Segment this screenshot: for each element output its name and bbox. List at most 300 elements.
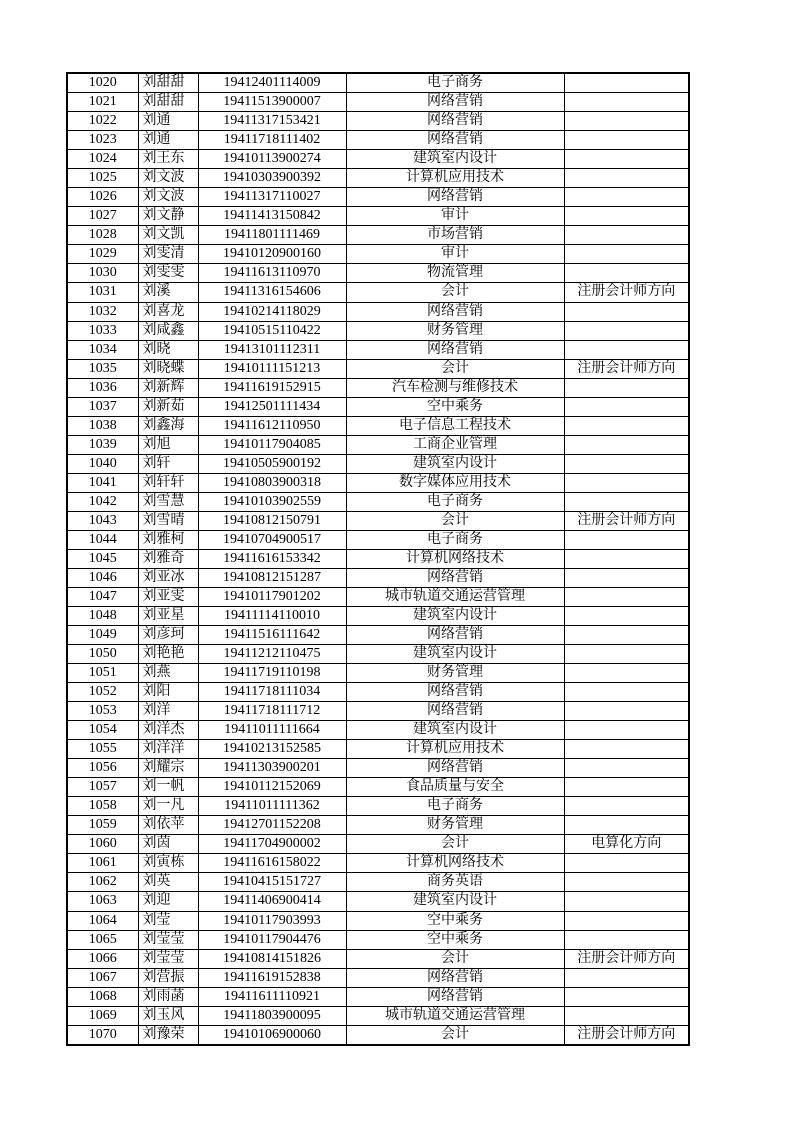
table-row xyxy=(67,169,689,188)
note-cell xyxy=(564,492,689,511)
name-cell: 刘通 xyxy=(138,112,198,131)
name-cell: 刘莹 xyxy=(138,911,198,930)
name-cell: 刘新辉 xyxy=(138,378,198,397)
note-cell xyxy=(564,854,689,873)
table-row xyxy=(67,626,689,645)
student-id-cell: 19410812151287 xyxy=(198,568,346,587)
student-id-cell: 19411513900007 xyxy=(198,93,346,112)
table-row xyxy=(67,607,689,626)
student-id-cell: 19410117904476 xyxy=(198,930,346,949)
serial-cell: 1056 xyxy=(67,759,138,778)
serial-cell: 1065 xyxy=(67,930,138,949)
serial-cell: 1047 xyxy=(67,587,138,606)
name-cell: 刘甜甜 xyxy=(138,93,198,112)
table-row xyxy=(67,816,689,835)
serial-cell: 1034 xyxy=(67,340,138,359)
note-cell xyxy=(564,911,689,930)
major-cell: 网络营销 xyxy=(346,987,564,1006)
serial-cell: 1069 xyxy=(67,1006,138,1025)
name-cell: 刘晓蝶 xyxy=(138,359,198,378)
student-id-cell: 19411719110198 xyxy=(198,664,346,683)
table-row xyxy=(67,987,689,1006)
student-id-cell: 19412701152208 xyxy=(198,816,346,835)
name-cell: 刘文静 xyxy=(138,207,198,226)
note-cell xyxy=(564,797,689,816)
name-cell: 刘雅柯 xyxy=(138,530,198,549)
name-cell: 刘洋 xyxy=(138,702,198,721)
serial-cell: 1042 xyxy=(67,492,138,511)
serial-cell: 1055 xyxy=(67,740,138,759)
note-cell xyxy=(564,207,689,226)
major-cell: 城市轨道交通运营管理 xyxy=(346,587,564,606)
serial-cell: 1025 xyxy=(67,169,138,188)
major-cell: 财务管理 xyxy=(346,664,564,683)
name-cell: 刘文凯 xyxy=(138,226,198,245)
table-row xyxy=(67,892,689,911)
table-row xyxy=(67,664,689,683)
student-id-cell: 19411616158022 xyxy=(198,854,346,873)
table-row xyxy=(67,568,689,587)
name-cell: 刘一帆 xyxy=(138,778,198,797)
note-cell xyxy=(564,759,689,778)
name-cell: 刘雅奇 xyxy=(138,549,198,568)
serial-cell: 1032 xyxy=(67,302,138,321)
student-id-cell: 19410214118029 xyxy=(198,302,346,321)
serial-cell: 1067 xyxy=(67,968,138,987)
table-row xyxy=(67,378,689,397)
major-cell: 会计 xyxy=(346,1025,564,1045)
serial-cell: 1066 xyxy=(67,949,138,968)
serial-cell: 1070 xyxy=(67,1025,138,1045)
serial-cell: 1038 xyxy=(67,416,138,435)
major-cell: 建筑室内设计 xyxy=(346,454,564,473)
note-cell xyxy=(564,816,689,835)
major-cell: 商务英语 xyxy=(346,873,564,892)
serial-cell: 1058 xyxy=(67,797,138,816)
student-id-cell: 19411516111642 xyxy=(198,626,346,645)
note-cell xyxy=(564,645,689,664)
table-row xyxy=(67,949,689,968)
serial-cell: 1024 xyxy=(67,150,138,169)
major-cell: 电子信息工程技术 xyxy=(346,416,564,435)
note-cell xyxy=(564,473,689,492)
major-cell: 网络营销 xyxy=(346,188,564,207)
major-cell: 电子商务 xyxy=(346,492,564,511)
table-row xyxy=(67,721,689,740)
serial-cell: 1023 xyxy=(67,131,138,150)
student-id-cell: 19410112152069 xyxy=(198,778,346,797)
name-cell: 刘轩 xyxy=(138,454,198,473)
name-cell: 刘莹莹 xyxy=(138,949,198,968)
major-cell: 网络营销 xyxy=(346,302,564,321)
table-row xyxy=(67,150,689,169)
table-row xyxy=(67,835,689,854)
name-cell: 刘洋洋 xyxy=(138,740,198,759)
student-table-body xyxy=(67,73,689,1045)
major-cell: 网络营销 xyxy=(346,968,564,987)
name-cell: 刘一凡 xyxy=(138,797,198,816)
note-cell xyxy=(564,112,689,131)
student-id-cell: 19411612110950 xyxy=(198,416,346,435)
table-row xyxy=(67,1006,689,1025)
serial-cell: 1059 xyxy=(67,816,138,835)
student-id-cell: 19411718111034 xyxy=(198,683,346,702)
serial-cell: 1057 xyxy=(67,778,138,797)
note-cell: 注册会计师方向 xyxy=(564,1025,689,1045)
student-id-cell: 19410103902559 xyxy=(198,492,346,511)
table-row xyxy=(67,740,689,759)
note-cell xyxy=(564,721,689,740)
name-cell: 刘豫荣 xyxy=(138,1025,198,1045)
note-cell xyxy=(564,530,689,549)
table-row xyxy=(67,968,689,987)
name-cell: 刘亚雯 xyxy=(138,587,198,606)
student-id-cell: 19411803900095 xyxy=(198,1006,346,1025)
student-id-cell: 19411801111469 xyxy=(198,226,346,245)
name-cell: 刘洋杰 xyxy=(138,721,198,740)
note-cell xyxy=(564,987,689,1006)
student-id-cell: 19411413150842 xyxy=(198,207,346,226)
serial-cell: 1029 xyxy=(67,245,138,264)
table-row xyxy=(67,226,689,245)
name-cell: 刘彦珂 xyxy=(138,626,198,645)
name-cell: 刘营振 xyxy=(138,968,198,987)
table-row xyxy=(67,759,689,778)
major-cell: 网络营销 xyxy=(346,683,564,702)
serial-cell: 1053 xyxy=(67,702,138,721)
note-cell xyxy=(564,416,689,435)
serial-cell: 1026 xyxy=(67,188,138,207)
major-cell: 网络营销 xyxy=(346,702,564,721)
serial-cell: 1020 xyxy=(67,73,138,93)
name-cell: 刘英 xyxy=(138,873,198,892)
student-id-cell: 19410120900160 xyxy=(198,245,346,264)
name-cell: 刘寅栋 xyxy=(138,854,198,873)
major-cell: 城市轨道交通运营管理 xyxy=(346,1006,564,1025)
serial-cell: 1028 xyxy=(67,226,138,245)
student-id-cell: 19411011111362 xyxy=(198,797,346,816)
serial-cell: 1021 xyxy=(67,93,138,112)
name-cell: 刘轩轩 xyxy=(138,473,198,492)
major-cell: 计算机应用技术 xyxy=(346,740,564,759)
serial-cell: 1044 xyxy=(67,530,138,549)
table-row xyxy=(67,283,689,302)
major-cell: 审计 xyxy=(346,207,564,226)
student-id-cell: 19411704900002 xyxy=(198,835,346,854)
table-row xyxy=(67,397,689,416)
table-row xyxy=(67,340,689,359)
name-cell: 刘新茹 xyxy=(138,397,198,416)
serial-cell: 1043 xyxy=(67,511,138,530)
name-cell: 刘雯清 xyxy=(138,245,198,264)
name-cell: 刘玉风 xyxy=(138,1006,198,1025)
name-cell: 刘迎 xyxy=(138,892,198,911)
table-row xyxy=(67,511,689,530)
major-cell: 网络营销 xyxy=(346,93,564,112)
note-cell: 注册会计师方向 xyxy=(564,949,689,968)
student-id-cell: 19410814151826 xyxy=(198,949,346,968)
note-cell xyxy=(564,968,689,987)
student-roster-table xyxy=(66,72,690,1046)
table-row xyxy=(67,549,689,568)
table-row xyxy=(67,778,689,797)
serial-cell: 1048 xyxy=(67,607,138,626)
major-cell: 网络营销 xyxy=(346,568,564,587)
name-cell: 刘甜甜 xyxy=(138,73,198,93)
name-cell: 刘燕 xyxy=(138,664,198,683)
note-cell xyxy=(564,435,689,454)
student-id-cell: 19411212110475 xyxy=(198,645,346,664)
name-cell: 刘咸鑫 xyxy=(138,321,198,340)
serial-cell: 1064 xyxy=(67,911,138,930)
note-cell: 注册会计师方向 xyxy=(564,511,689,530)
note-cell xyxy=(564,1006,689,1025)
name-cell: 刘亚星 xyxy=(138,607,198,626)
note-cell xyxy=(564,245,689,264)
major-cell: 建筑室内设计 xyxy=(346,607,564,626)
name-cell: 刘雪晴 xyxy=(138,511,198,530)
name-cell: 刘雨菡 xyxy=(138,987,198,1006)
note-cell xyxy=(564,302,689,321)
major-cell: 建筑室内设计 xyxy=(346,721,564,740)
serial-cell: 1062 xyxy=(67,873,138,892)
note-cell xyxy=(564,607,689,626)
note-cell xyxy=(564,169,689,188)
note-cell xyxy=(564,549,689,568)
serial-cell: 1027 xyxy=(67,207,138,226)
table-row xyxy=(67,73,689,93)
student-id-cell: 19411406900414 xyxy=(198,892,346,911)
table-row xyxy=(67,112,689,131)
table-row xyxy=(67,930,689,949)
student-id-cell: 19410213152585 xyxy=(198,740,346,759)
student-id-cell: 19410803900318 xyxy=(198,473,346,492)
major-cell: 电子商务 xyxy=(346,530,564,549)
note-cell: 注册会计师方向 xyxy=(564,283,689,302)
serial-cell: 1052 xyxy=(67,683,138,702)
table-row xyxy=(67,530,689,549)
serial-cell: 1049 xyxy=(67,626,138,645)
table-row xyxy=(67,1025,689,1045)
name-cell: 刘喜龙 xyxy=(138,302,198,321)
student-id-cell: 19411611110921 xyxy=(198,987,346,1006)
table-row xyxy=(67,93,689,112)
table-row xyxy=(67,492,689,511)
student-id-cell: 19410117903993 xyxy=(198,911,346,930)
student-id-cell: 19411616153342 xyxy=(198,549,346,568)
student-id-cell: 19410117901202 xyxy=(198,587,346,606)
note-cell: 电算化方向 xyxy=(564,835,689,854)
table-row xyxy=(67,911,689,930)
serial-cell: 1036 xyxy=(67,378,138,397)
note-cell xyxy=(564,664,689,683)
serial-cell: 1060 xyxy=(67,835,138,854)
student-id-cell: 19411718111402 xyxy=(198,131,346,150)
major-cell: 数字媒体应用技术 xyxy=(346,473,564,492)
note-cell xyxy=(564,264,689,283)
table-row xyxy=(67,435,689,454)
note-cell xyxy=(564,873,689,892)
name-cell: 刘莹莹 xyxy=(138,930,198,949)
major-cell: 财务管理 xyxy=(346,321,564,340)
major-cell: 建筑室内设计 xyxy=(346,645,564,664)
table-row xyxy=(67,416,689,435)
major-cell: 工商企业管理 xyxy=(346,435,564,454)
major-cell: 计算机应用技术 xyxy=(346,169,564,188)
table-row xyxy=(67,587,689,606)
table-row xyxy=(67,188,689,207)
note-cell xyxy=(564,568,689,587)
note-cell xyxy=(564,93,689,112)
major-cell: 建筑室内设计 xyxy=(346,892,564,911)
serial-cell: 1063 xyxy=(67,892,138,911)
name-cell: 刘雪慧 xyxy=(138,492,198,511)
major-cell: 会计 xyxy=(346,283,564,302)
name-cell: 刘亚冰 xyxy=(138,568,198,587)
table-row xyxy=(67,797,689,816)
name-cell: 刘文波 xyxy=(138,169,198,188)
note-cell xyxy=(564,702,689,721)
student-id-cell: 19411011111664 xyxy=(198,721,346,740)
major-cell: 计算机网络技术 xyxy=(346,549,564,568)
serial-cell: 1040 xyxy=(67,454,138,473)
note-cell xyxy=(564,226,689,245)
student-id-cell: 19410106900060 xyxy=(198,1025,346,1045)
note-cell xyxy=(564,454,689,473)
major-cell: 汽车检测与维修技术 xyxy=(346,378,564,397)
student-id-cell: 19410117904085 xyxy=(198,435,346,454)
table-row xyxy=(67,873,689,892)
note-cell xyxy=(564,378,689,397)
serial-cell: 1035 xyxy=(67,359,138,378)
serial-cell: 1045 xyxy=(67,549,138,568)
major-cell: 会计 xyxy=(346,949,564,968)
student-id-cell: 19413101112311 xyxy=(198,340,346,359)
note-cell xyxy=(564,397,689,416)
student-id-cell: 19410505900192 xyxy=(198,454,346,473)
note-cell xyxy=(564,340,689,359)
major-cell: 会计 xyxy=(346,511,564,530)
table-row xyxy=(67,131,689,150)
table-row xyxy=(67,207,689,226)
student-id-cell: 19410111151213 xyxy=(198,359,346,378)
serial-cell: 1039 xyxy=(67,435,138,454)
student-id-cell: 19412501111434 xyxy=(198,397,346,416)
serial-cell: 1033 xyxy=(67,321,138,340)
note-cell xyxy=(564,73,689,93)
major-cell: 网络营销 xyxy=(346,626,564,645)
major-cell: 空中乘务 xyxy=(346,930,564,949)
name-cell: 刘艳艳 xyxy=(138,645,198,664)
serial-cell: 1054 xyxy=(67,721,138,740)
note-cell xyxy=(564,740,689,759)
name-cell: 刘雯雯 xyxy=(138,264,198,283)
name-cell: 刘旭 xyxy=(138,435,198,454)
major-cell: 财务管理 xyxy=(346,816,564,835)
note-cell xyxy=(564,930,689,949)
table-row xyxy=(67,454,689,473)
note-cell xyxy=(564,892,689,911)
major-cell: 审计 xyxy=(346,245,564,264)
major-cell: 计算机网络技术 xyxy=(346,854,564,873)
major-cell: 电子商务 xyxy=(346,797,564,816)
table-row xyxy=(67,321,689,340)
student-id-cell: 19412401114009 xyxy=(198,73,346,93)
student-id-cell: 19411317110027 xyxy=(198,188,346,207)
note-cell xyxy=(564,188,689,207)
note-cell xyxy=(564,626,689,645)
serial-cell: 1022 xyxy=(67,112,138,131)
note-cell xyxy=(564,778,689,797)
note-cell: 注册会计师方向 xyxy=(564,359,689,378)
table-row xyxy=(67,683,689,702)
major-cell: 网络营销 xyxy=(346,112,564,131)
name-cell: 刘溪 xyxy=(138,283,198,302)
serial-cell: 1037 xyxy=(67,397,138,416)
serial-cell: 1051 xyxy=(67,664,138,683)
note-cell xyxy=(564,321,689,340)
student-id-cell: 19410415151727 xyxy=(198,873,346,892)
name-cell: 刘晓 xyxy=(138,340,198,359)
major-cell: 物流管理 xyxy=(346,264,564,283)
major-cell: 网络营销 xyxy=(346,340,564,359)
major-cell: 空中乘务 xyxy=(346,397,564,416)
student-id-cell: 19410303900392 xyxy=(198,169,346,188)
major-cell: 网络营销 xyxy=(346,131,564,150)
table-row xyxy=(67,854,689,873)
note-cell xyxy=(564,150,689,169)
serial-cell: 1030 xyxy=(67,264,138,283)
name-cell: 刘文波 xyxy=(138,188,198,207)
student-id-cell: 19411718111712 xyxy=(198,702,346,721)
note-cell xyxy=(564,683,689,702)
name-cell: 刘茵 xyxy=(138,835,198,854)
table-row xyxy=(67,264,689,283)
student-id-cell: 19411613110970 xyxy=(198,264,346,283)
table-row xyxy=(67,245,689,264)
major-cell: 市场营销 xyxy=(346,226,564,245)
name-cell: 刘依苹 xyxy=(138,816,198,835)
student-id-cell: 19411303900201 xyxy=(198,759,346,778)
table-row xyxy=(67,302,689,321)
major-cell: 建筑室内设计 xyxy=(346,150,564,169)
table-row xyxy=(67,702,689,721)
name-cell: 刘通 xyxy=(138,131,198,150)
name-cell: 刘鑫海 xyxy=(138,416,198,435)
student-id-cell: 19411619152915 xyxy=(198,378,346,397)
serial-cell: 1061 xyxy=(67,854,138,873)
note-cell xyxy=(564,131,689,150)
major-cell: 会计 xyxy=(346,359,564,378)
student-id-cell: 19410704900517 xyxy=(198,530,346,549)
major-cell: 食品质量与安全 xyxy=(346,778,564,797)
serial-cell: 1050 xyxy=(67,645,138,664)
name-cell: 刘阳 xyxy=(138,683,198,702)
student-id-cell: 19411317153421 xyxy=(198,112,346,131)
student-id-cell: 19411619152838 xyxy=(198,968,346,987)
major-cell: 网络营销 xyxy=(346,759,564,778)
serial-cell: 1068 xyxy=(67,987,138,1006)
note-cell xyxy=(564,587,689,606)
name-cell: 刘王东 xyxy=(138,150,198,169)
major-cell: 空中乘务 xyxy=(346,911,564,930)
student-id-cell: 19410812150791 xyxy=(198,511,346,530)
serial-cell: 1031 xyxy=(67,283,138,302)
serial-cell: 1041 xyxy=(67,473,138,492)
student-id-cell: 19411316154606 xyxy=(198,283,346,302)
major-cell: 电子商务 xyxy=(346,73,564,93)
student-id-cell: 19410515110422 xyxy=(198,321,346,340)
